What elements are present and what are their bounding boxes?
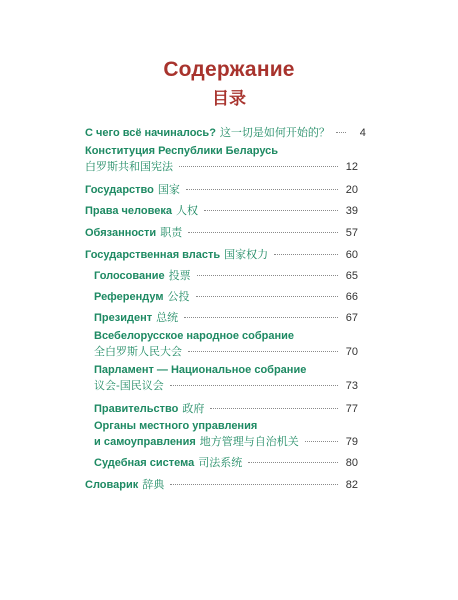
toc-entry-zh: 国家 bbox=[157, 183, 180, 196]
toc-subentry[interactable] bbox=[94, 402, 358, 416]
toc-subentry[interactable] bbox=[94, 290, 358, 304]
toc-leader-dots bbox=[210, 408, 338, 409]
toc-page-number: 65 bbox=[345, 270, 358, 282]
toc-leader-dots bbox=[274, 254, 338, 255]
toc-leader-dots bbox=[305, 441, 338, 442]
toc-entry-ru: Государственная власть bbox=[85, 249, 221, 261]
toc-entry-ru: Референдум bbox=[94, 291, 164, 303]
toc-entry-ru: Обязанности bbox=[85, 227, 157, 239]
toc-page-number: 73 bbox=[345, 380, 358, 392]
toc-leader-dots bbox=[336, 132, 346, 133]
toc-entry-ru: Права человека bbox=[85, 205, 172, 217]
toc-entry-ru: Государство bbox=[85, 184, 154, 196]
toc-entry-ru: Конституция Республики Беларусь bbox=[85, 145, 279, 157]
toc-page-number: 79 bbox=[345, 436, 358, 448]
toc-entry[interactable] bbox=[85, 478, 358, 492]
toc-leader-dots bbox=[188, 351, 338, 352]
toc-entry-zh: 投票 bbox=[168, 269, 191, 282]
toc-leader-dots bbox=[170, 385, 338, 386]
toc-subentry[interactable] bbox=[94, 311, 358, 325]
toc-leader-dots bbox=[248, 462, 338, 463]
toc-entry-ru: Словарик bbox=[85, 479, 139, 491]
toc-entry[interactable] bbox=[85, 183, 358, 197]
toc-entry-zh: 国家权力 bbox=[224, 248, 269, 261]
toc-subentry[interactable] bbox=[94, 345, 358, 359]
toc-entry-zh: 司法系统 bbox=[198, 456, 243, 469]
toc-page-number: 80 bbox=[345, 457, 358, 469]
toc-page-number: 66 bbox=[345, 291, 358, 303]
toc-entry[interactable] bbox=[85, 248, 358, 262]
toc-leader-dots bbox=[204, 210, 338, 211]
toc-page-number: 57 bbox=[345, 227, 358, 239]
toc-entry-zh: 公投 bbox=[167, 290, 190, 303]
toc-entry-ru: Судебная система bbox=[94, 457, 195, 469]
page-subtitle: 目录 bbox=[212, 89, 246, 109]
toc-entry-zh: 职责 bbox=[160, 226, 183, 239]
toc-leader-dots bbox=[186, 189, 338, 190]
toc-entry-ru: Голосование bbox=[94, 270, 165, 282]
toc-entry-ru-line1 bbox=[94, 329, 294, 343]
toc-page-number: 67 bbox=[345, 312, 358, 324]
toc-subentry[interactable] bbox=[94, 269, 358, 283]
toc-entry-zh: 总统 bbox=[156, 311, 179, 324]
toc-entry-ru: С чего всё начиналось? bbox=[85, 127, 216, 139]
toc-page-number: 77 bbox=[345, 403, 358, 415]
toc-entry-zh: 辞典 bbox=[142, 478, 165, 491]
toc-entry[interactable] bbox=[85, 160, 358, 174]
toc-page-number: 82 bbox=[345, 479, 358, 491]
toc-entry-ru-line1 bbox=[94, 363, 306, 377]
toc-entry-ru-line1 bbox=[85, 144, 278, 158]
toc-entry[interactable] bbox=[85, 204, 358, 218]
toc-entry-zh: 议会-国民议会 bbox=[94, 379, 164, 392]
toc-leader-dots bbox=[188, 232, 338, 233]
toc-leader-dots bbox=[179, 166, 338, 167]
toc-subentry[interactable] bbox=[94, 456, 358, 470]
toc-entry-zh: 这一切是如何开始的？ bbox=[219, 126, 330, 139]
toc-subentry[interactable] bbox=[94, 435, 358, 449]
toc-entry-zh: 地方管理与自治机关 bbox=[199, 435, 299, 448]
toc-leader-dots bbox=[184, 317, 338, 318]
toc-entry-zh: 全白罗斯人民大会 bbox=[94, 345, 182, 358]
toc-leader-dots bbox=[196, 296, 339, 297]
toc-page-number: 20 bbox=[345, 184, 358, 196]
toc-entry-ru: Органы местного управления bbox=[94, 420, 258, 432]
toc-leader-dots bbox=[197, 275, 338, 276]
toc-subentry[interactable] bbox=[94, 379, 358, 393]
toc-entry[interactable] bbox=[85, 226, 358, 240]
toc-entry[interactable] bbox=[85, 126, 366, 140]
toc-page-number: 4 bbox=[359, 127, 366, 139]
page-title: Содержание bbox=[163, 58, 295, 81]
toc-page-number: 39 bbox=[345, 205, 358, 217]
toc-entry-zh: 人权 bbox=[175, 204, 198, 217]
toc-page-number: 12 bbox=[345, 161, 358, 173]
toc-entry-ru: Парламент — Национальное собрание bbox=[94, 364, 307, 376]
toc-page-number: 60 bbox=[345, 249, 358, 261]
toc-entry-ru-line1 bbox=[94, 419, 257, 433]
toc-leader-dots bbox=[170, 484, 338, 485]
toc-page-number: 70 bbox=[345, 346, 358, 358]
toc-entry-zh: 白罗斯共和国宪法 bbox=[85, 160, 173, 173]
toc-entry-ru: Правительство bbox=[94, 403, 179, 415]
toc-entry-zh: 政府 bbox=[182, 402, 205, 415]
toc-entry-ru: Всебелорусское народное собрание bbox=[94, 330, 294, 342]
toc-entry-ru: и самоуправления bbox=[94, 436, 196, 448]
toc-entry-ru: Президент bbox=[94, 312, 153, 324]
